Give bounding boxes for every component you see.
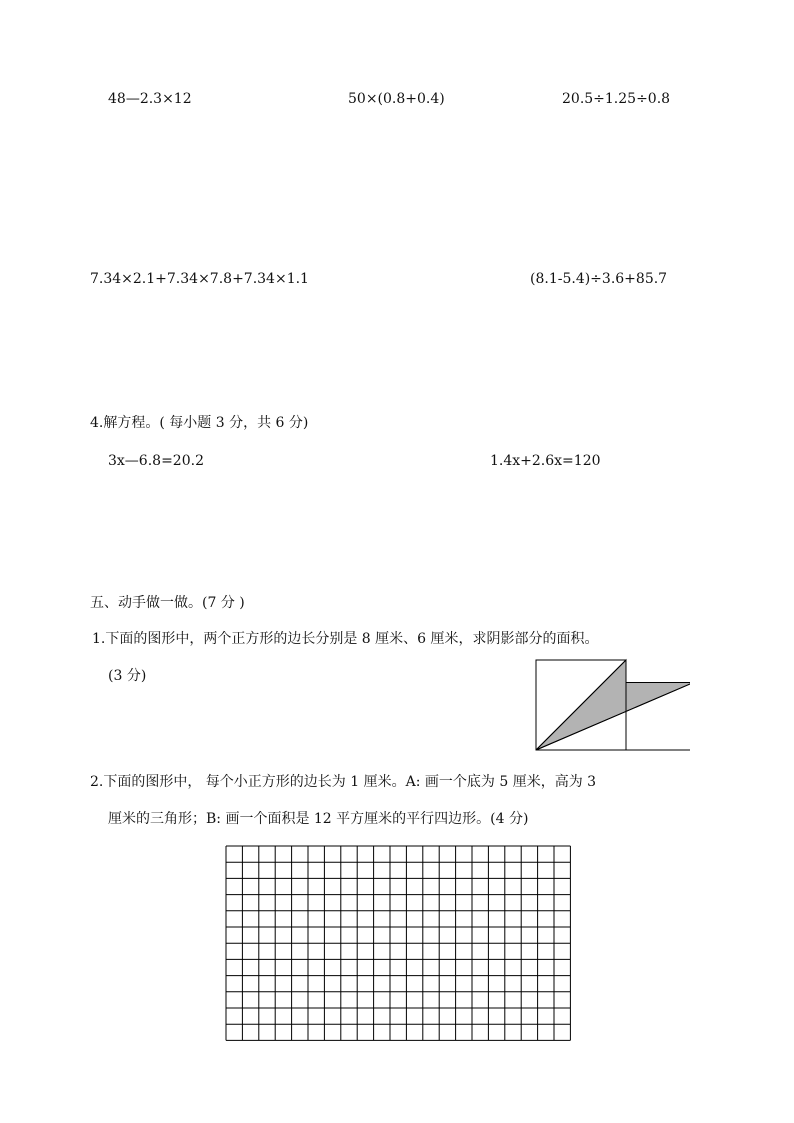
question-1-text: 1.下面的图形中，两个正方形的边长分别是 8 厘米、6 厘米，求阴影部分的面积。 (92, 631, 599, 647)
section-5-heading: 五、动手做一做。(7 分 ) (90, 595, 245, 611)
question-2-text-line2: 厘米的三角形；B: 画一个面积是 12 平方厘米的平行四边形。(4 分) (108, 811, 529, 827)
expression-3: 20.5÷1.25÷0.8 (562, 91, 671, 107)
section-4-heading: 4.解方程。( 每小题 3 分，共 6 分) (90, 415, 309, 431)
equation-1: 3x—6.8=20.2 (108, 453, 204, 469)
question-2-text-line1: 2.下面的图形中， 每个小正方形的边长为 1 厘米。A: 画一个底为 5 厘米，高为 3 (90, 774, 597, 790)
squares-shaded-figure (530, 656, 690, 756)
question-1-points: (3 分) (108, 668, 147, 684)
expression-2: 50×(0.8+0.4) (348, 91, 445, 107)
expression-5: (8.1-5.4)÷3.6+85.7 (530, 271, 668, 287)
expression-4: 7.34×2.1+7.34×7.8+7.34×1.1 (90, 271, 309, 287)
square-grid-paper[interactable] (225, 845, 573, 1042)
equation-2: 1.4x+2.6x=120 (490, 453, 601, 469)
expression-1: 48—2.3×12 (108, 91, 192, 107)
